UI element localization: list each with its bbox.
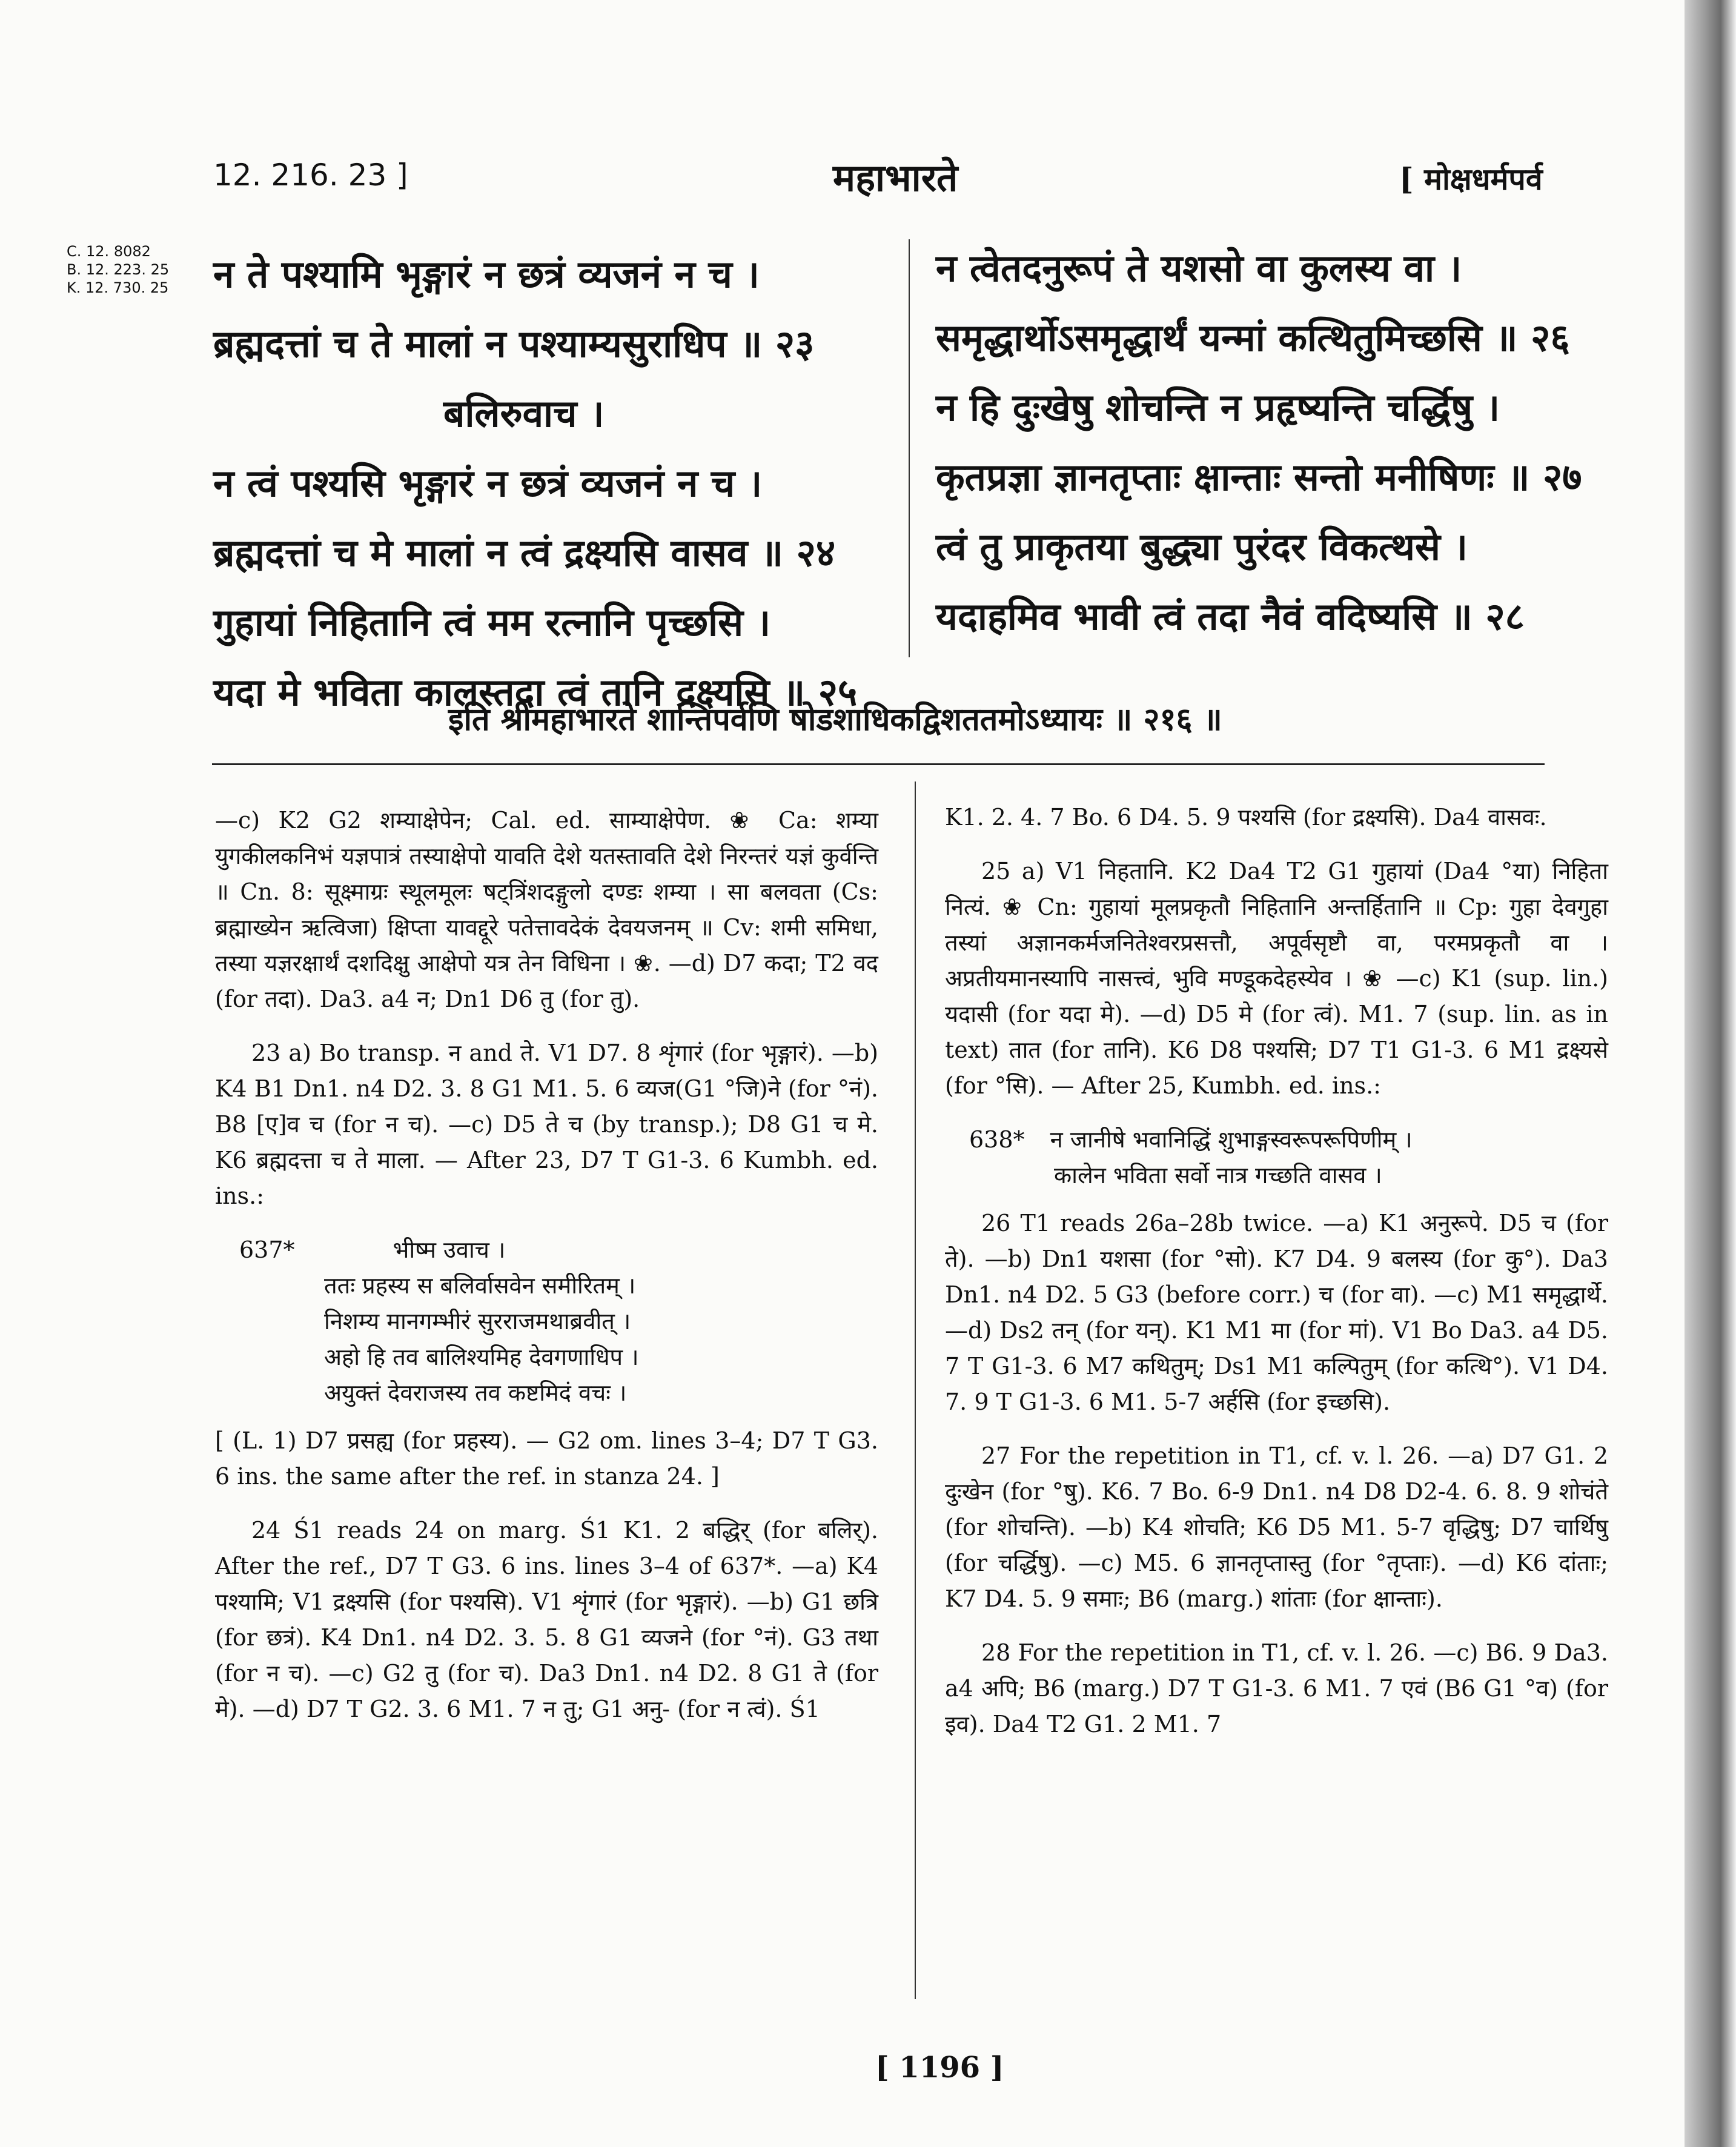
note: K1. 2. 4. 7 Bo. 6 D4. 5. 9 पश्यसि (for द्रक्ष्यसि). Da4 वासवः.	[945, 804, 1547, 831]
insertion-text: न जानीषे भवानिद्धिं शुभाङ्गस्वरूपरूपिणीम् ।	[1050, 1126, 1413, 1153]
verse-block-left	[213, 239, 857, 727]
verse-line: न ते पश्यामि भृङ्गारं न छत्रं व्यजनं न च ।	[213, 252, 760, 296]
verse-line: गुहायां निहितानि त्वं मम रत्नानि पृच्छसि ।	[213, 600, 771, 645]
note: 25 a) V1 निहतानि. K2 Da4 T2 G1 गुहायां (Da4 °या) निहिता नित्यं. ❀ Cn: गुहायां मूलप्रकृतौ निहितानि अन्तर्हितानि ॥ Cp: गुहा देवगुहा तस्यां अज्ञानकर्मजनितेश्वरप्रसत्तौ, अपूर्वसृष्टौ वा, परमप्रकृतौ वा । अप्रतीयमानस्यापि नासत्त्वं, भुवि मण्डूकदेहस्येव । ❀ —c) K1 (sup. lin.) यदासी (for यदा मे). —d) D5 मे (for त्वं). M1. 7 (sup. lin. as in text) तात (for तानि). K6 D8 पश्यसि; D7 T1 G1-3. 6 M1 द्रक्ष्यसे (for °सि). — After 25, Kumbh. ed. ins.:	[945, 858, 1608, 1099]
insertion-line: निशम्य मानगम्भीरं सुरराजमथाब्रवीत् ।	[324, 1308, 631, 1335]
apparatus-column-rule	[915, 781, 916, 1999]
note: 23 a) Bo transp. न and ते. V1 D7. 8 शृंगारं (for भृङ्गारं). —b) K4 B1 Dn1. n4 D2. 3. 8 G1 M1. 5. 6 व्यज(G1 °जि)ने (for °नं). B8 [ए]व च (for न च). —c) D5 ते च (by transp.); D8 G1 च मे. K6 ब्रह्मदत्ता च ते माला. — After 23, D7 T G1-3. 6 Kumbh. ed. ins.:	[215, 1040, 878, 1209]
note: 28 For the repetition in T1, cf. v. l. 26. —c) B6. 9 Da3. a4 अपि; B6 (marg.) D7 T G1-3. 6 M1. 7 एवं (B6 G1 °व) (for इव). Da4 T2 G1. 2 M1. 7	[945, 1639, 1608, 1737]
running-title: महाभारते	[833, 156, 958, 200]
insertion-line	[969, 1122, 1608, 1158]
apparatus-rule	[212, 763, 1545, 765]
insertion-speaker: भीष्म उवाच ।	[393, 1236, 506, 1263]
verse-line: कृतप्रज्ञा ज्ञानतृप्ताः क्षान्ताः सन्तो मनीषिणः ॥ २७	[936, 455, 1582, 499]
chapter-colophon: इति श्रीमहाभारते शान्तिपर्वणि षोडशाधिकद्विशततमोऽध्यायः ॥ २१६ ॥	[448, 701, 1222, 738]
verse-line: यदा मे भविता कालस्तदा त्वं तानि द्रक्ष्यसि ॥ २५	[213, 670, 858, 714]
note: 27 For the repetition in T1, cf. v. l. 26. —a) D7 G1. 2 दुःखेन (for °षु). K6. 7 Bo. 6-9 Dn1. n4 D8 D2-4. 6. 8. 9 शोचंते (for शोचन्ति). —b) K4 शोचति; K6 D5 M1. 5-7 वृद्धिषु; D7 चार्थिषु (for चर्द्धिषु). —c) M5. 6 ज्ञानतृप्तास्तु (for °तृप्ताः). —d) K6 दांताः; K7 D4. 5. 9 समाः; B6 (marg.) शांताः (for क्षान्ताः).	[945, 1442, 1608, 1612]
verse-line: ब्रह्मदत्तां च मे मालां न त्वं द्रक्ष्यसि वासव ॥ २४	[213, 531, 836, 575]
speaker-line: बलिरुवाच ।	[443, 391, 605, 436]
insertion-line: ततः प्रहस्य स बलिर्वासवेन समीरितम् ।	[324, 1272, 636, 1299]
note: —c) K2 G2 शम्याक्षेपेन; Cal. ed. साम्याक्षेपेण. ❀ Ca: शम्या युगकीलकनिभं यज्ञपात्रं तस्याक्षेपो यावति देशे यतस्तावति देशे निरन्तरं यज्ञं कुर्वन्ति ॥ Cn. 8: सूक्ष्माग्रः स्थूलमूलः षट्त्रिंशदङ्गुलो दण्डः शम्या । सा बलवता (Cs: ब्रह्माख्येन ऋत्विजा) क्षिप्ता यावद्दूरे पतेत्तावदेकं देवयजनम् ॥ Cv: शमी समिधा, तस्या यज्ञरक्षार्थं दशदिक्षु आक्षेपो यत्र तेन विधिना । ❀. —d) D7 कदा; T2 वद (for तदा). Da3. a4 न; Dn1 D6 तु (for तु).	[215, 807, 878, 1012]
insertion-number: 637*	[239, 1236, 295, 1263]
book-binding-edge	[1685, 0, 1736, 2147]
verse-block-right	[936, 233, 1582, 651]
insertion-638	[969, 1122, 1608, 1193]
cross-ref: C. 12. 8082	[67, 243, 151, 260]
note: 26 T1 reads 26a–28b twice. —a) K1 अनुरूपे. D5 च (for ते). —b) Dn1 यशसा (for °सो). K7 D4. 9 बलस्य (for कु°). Da3 Dn1. n4 D2. 5 G3 (before corr.) च (for वा). —c) M1 समृद्धार्थे. —d) Ds2 तन् (for यन्). K1 M1 मा (for मां). V1 Bo Da3. a4 D5. 7 T G1-3. 6 M7 कथितुम्; Ds1 M1 कल्पितुम् (for कत्थि°). V1 D4. 7. 9 T G1-3. 6 M1. 5-7 अर्हसि (for इच्छसि).	[945, 1210, 1608, 1415]
cross-references	[67, 242, 169, 297]
note: 24 Ś1 reads 24 on marg. Ś1 K1. 2 बद्धिर् (for बलिर्). After the ref., D7 T G3. 6 ins. lines 3–4 of 637*. —a) K4 पश्यामि; V1 द्रक्ष्यसि (for पश्यसि). V1 शृंगारं (for भृङ्गारं). —b) G1 छत्रि (for छत्रं). K4 Dn1. n4 D2. 3. 5. 8 G1 व्यजने (for °नं). G3 तथा (for न च). —c) G2 तु (for च). Da3 Dn1. n4 D2. 8 G1 ते (for मे). —d) D7 T G2. 3. 6 M1. 7 न तु; G1 अनु- (for न त्वं). Ś1	[215, 1517, 878, 1722]
apparatus-left	[215, 803, 878, 1745]
cross-ref: K. 12. 730. 25	[67, 279, 169, 296]
insertion-header	[239, 1232, 878, 1268]
verse-column-rule	[909, 239, 910, 657]
verse-line: न त्वेतदनुरूपं ते यशसो वा कुलस्य वा ।	[936, 246, 1462, 290]
insertion-637	[239, 1232, 878, 1411]
running-section: [ मोक्षधर्मपर्व	[1399, 161, 1543, 197]
insertion-line: कालेन भविता सर्वो नात्र गच्छति वासव ।	[1054, 1162, 1382, 1189]
cross-ref: B. 12. 223. 25	[67, 261, 170, 278]
running-ref: 12. 216. 23 ]	[213, 158, 408, 193]
verse-line: समृद्धार्थोऽसमृद्धार्थं यन्मां कत्थितुमिच्छसि ॥ २६	[936, 316, 1570, 360]
insertion-number: 638*	[969, 1126, 1025, 1153]
verse-line: त्वं तु प्राकृतया बुद्ध्या पुरंदर विकत्थसे ।	[936, 525, 1468, 569]
verse-line: न हि दुःखेषु शोचन्ति न प्रहृष्यन्ति चर्द्धिषु ।	[936, 385, 1500, 430]
apparatus-right	[945, 800, 1608, 1760]
verse-line: ब्रह्मदत्तां च ते मालां न पश्याम्यसुराधिप ॥ २३	[213, 322, 815, 366]
verse-line: यदाहमिव भावी त्वं तदा नैवं वदिष्यसि ॥ २८	[936, 594, 1525, 639]
verse-line: न त्वं पश्यसि भृङ्गारं न छत्रं व्यजनं न च ।	[213, 461, 763, 505]
page-number: [ 1196 ]	[875, 2051, 1004, 2085]
note: [ (L. 1) D7 प्रसह्य (for प्रहस्य). — G2 om. lines 3–4; D7 T G3. 6 ins. the same after the ref. in stanza 24. ]	[215, 1427, 878, 1490]
insertion-line: अहो हि तव बालिश्यमिह देवगणाधिप ।	[324, 1344, 639, 1370]
insertion-line: अयुक्तं देवराजस्य तव कष्टमिदं वचः ।	[324, 1379, 627, 1406]
